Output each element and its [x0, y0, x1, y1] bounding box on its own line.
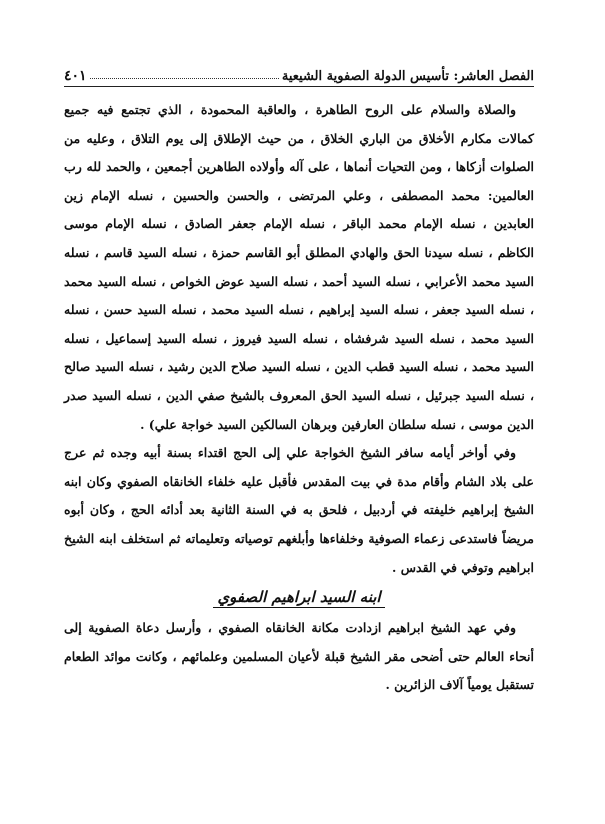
running-header [64, 60, 534, 84]
section-subheading [64, 582, 534, 614]
paragraph-pilgrimage: وفي أواخر أيامه سافر الشيخ الخواجة علي إلى الحج اقتداء بسنة أبيه وجده ثم عرج على بلاد الشام وأقام مدة في بيت المقدس فأقبل عليه خلفاء الخانقاه الصفوي وكان ابنه الشيخ إبراهيم خليفته في أردبيل ، فلحق به في السنة الثانية بعد أدائه الحج ، وكان أبوه مريضاً فاستدعى زعماء الصوفية وخلفاءها وأبلغهم توصياته وتعليماته ثم استخلف ابنه الشيخ ابراهيم وتوفي في القدس . [64, 445, 534, 575]
leader-dots [90, 77, 279, 79]
paragraph-ibrahim-era: وفي عهد الشيخ ابراهيم ازدادت مكانة الخانقاه الصفوي ، وأرسل دعاة الصفوية إلى أنحاء العالم حتى أضحى مقر الشيخ قبلة لأعيان المسلمين وعلمائهم ، وكانت موائد الطعام تستقبل يومياً آلاف الزائرين . [64, 620, 534, 693]
header-rule [64, 86, 534, 87]
subheading-text: ابنه السيد ابراهيم الصفوي [213, 588, 384, 608]
page-number: ٤٠١ [64, 68, 87, 84]
paragraph-lineage: والصلاة والسلام على الروح الطاهرة ، والعاقبة المحمودة ، الذي تجتمع فيه جميع كمالات مكارم الأخلاق من الباري الخلاق ، من حيث الإطلاق إلى يوم التلاق ، وعليه من الصلوات أزكاها ، ومن التحيات أنماها ، على آله وأولاده الطاهرين أجمعين ، والحمد لله رب العالمين: محمد المصطفى ، وعلي المرتضى ، والحسن والحسين ، نسله الإمام زين العابدين ، نسله الإمام محمد الباقر ، نسله الإمام جعفر الصادق ، نسله الإمام موسى الكاظم ، نسله سيدنا الحق والهادي المطلق أبو القاسم حمزة ، نسله السيد قاسم ، نسله السيد محمد الأعرابي ، نسله السيد أحمد ، نسله السيد عوض الخواص ، نسله السيد محمد ، نسله السيد جعفر ، نسله السيد إبراهيم ، نسله السيد محمد ، نسله السيد حسن ، نسله السيد محمد ، نسله السيد شرفشاه ، نسله السيد فيروز ، نسله السيد إسماعيل ، نسله السيد محمد ، نسله السيد قطب الدين ، نسله السيد صلاح الدين رشيد ، نسله السيد صالح ، نسله السيد جبرئيل ، نسله السيد الحق المعروف بالشيخ صفي الدين ، نسله السيد صدر الدين موسى ، نسله سلطان العارفين وبرهان السالكين السيد خواجة علي) . [64, 102, 534, 432]
page-body [64, 96, 534, 700]
chapter-title: الفصل العاشر: تأسيس الدولة الصفوية الشيعية [281, 69, 534, 84]
